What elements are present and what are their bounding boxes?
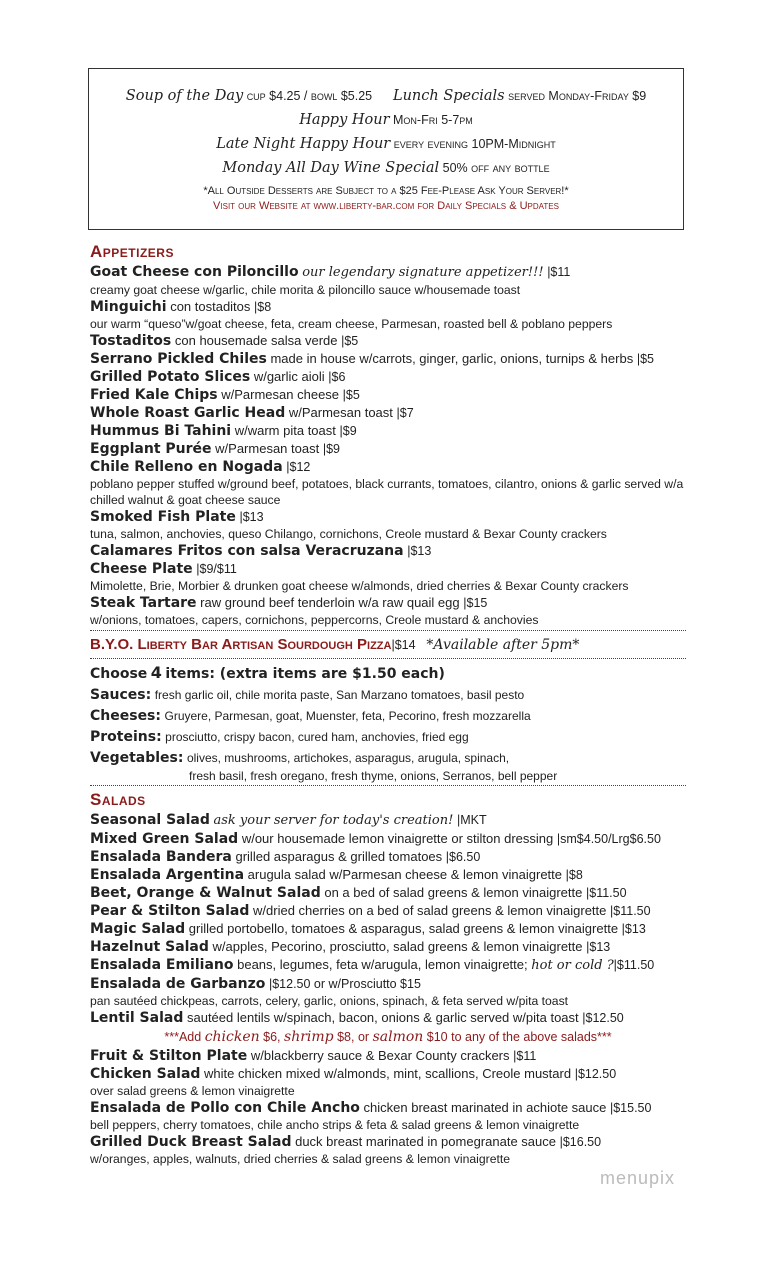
specials-box (88, 68, 684, 230)
item-name: Hummus Bi Tahini (90, 423, 232, 439)
option-text: fresh garlic oil, chile morita paste, San Marzano tomatoes, basil pesto (154, 688, 525, 702)
lunch-label: Lunch Specials (392, 88, 505, 104)
item-name: Tostaditos (90, 333, 172, 349)
website-link[interactable]: Visit our Website at www.liberty-bar.com for Daily Specials & Updates (213, 200, 559, 212)
menu-item (90, 508, 686, 526)
item-price: |$16.50 (559, 1135, 602, 1149)
item-price: |$12 (286, 460, 311, 474)
add-chicken-price: $6, (263, 1030, 281, 1044)
item-price: |$5 (636, 352, 654, 366)
add-shrimp: shrimp (284, 1029, 334, 1045)
item-price: |$7 (396, 406, 414, 420)
item-description: w/oranges, apples, walnuts, dried cherries & salad greens & lemon vinaigrette (90, 1152, 511, 1166)
salads-title: Salads (90, 790, 146, 809)
item-note: w/apples, Pecorino, prosciutto, salad greens & lemon vinaigrette (212, 939, 583, 954)
add-prefix: ***Add (164, 1030, 202, 1044)
item-description: poblano pepper stuffed w/ground beef, potatoes, black currants, tomatoes, cilantro, onions & garlic served w/a chilled walnut & goat cheese sauce (90, 477, 684, 507)
salads-list-2 (90, 1047, 686, 1167)
wine-label: Monday All Day Wine Special (222, 160, 440, 176)
item-note: con tostaditos (170, 299, 251, 314)
item-note: on a bed of salad greens & lemon vinaigrette (324, 885, 583, 900)
item-price: |$5 (342, 388, 360, 402)
late-time: every evening 10PM-Midnight (393, 137, 556, 151)
pizza-note: *Available after 5pm* (426, 637, 580, 653)
item-note: white chicken mixed w/almonds, mint, scallions, Creole mustard (204, 1066, 572, 1081)
item-price: |$8 (254, 300, 272, 314)
item-name: Ensalada de Pollo con Chile Ancho (90, 1100, 360, 1116)
menu-item (90, 298, 686, 316)
menu-item (90, 332, 686, 350)
item-price: |$5 (341, 334, 359, 348)
appetizers-title: Appetizers (90, 242, 174, 261)
menu-item (90, 830, 686, 848)
add-shrimp-price: $8, or (337, 1030, 370, 1044)
item-note: ask your server for today's creation! (213, 813, 454, 828)
item-name: Ensalada Bandera (90, 849, 232, 865)
add-chicken: chicken (204, 1029, 260, 1045)
item-description: bell peppers, cherry tomatoes, chile ancho strips & feta & salad greens & lemon vinaigrette (90, 1118, 580, 1132)
soup-lunch-line (89, 84, 683, 108)
item-description: over salad greens & lemon vinaigrette (90, 1084, 295, 1098)
item-name: Serrano Pickled Chiles (90, 351, 267, 367)
pizza-price: |$14 (391, 638, 416, 652)
item-price: |$11.50 (613, 958, 655, 972)
option-text: Gruyere, Parmesan, goat, Muenster, feta, Pecorino, fresh mozzarella (164, 709, 531, 723)
item-note: duck breast marinated in pomegranate sauce (295, 1134, 556, 1149)
item-name: Grilled Potato Slices (90, 369, 251, 385)
item-price: |$11.50 (610, 904, 651, 918)
soup-label: Soup of the Day (125, 88, 244, 104)
item-description: creamy goat cheese w/garlic, chile morita & piloncillo sauce w/housemade toast (90, 283, 521, 297)
choose-suffix: items: (extra items are $1.50 each) (165, 666, 445, 682)
item-note: w/warm pita toast (234, 423, 336, 438)
happy-hour-line (89, 108, 683, 132)
option-label: Proteins: (90, 729, 162, 745)
item-name: Ensalada Emiliano (90, 957, 234, 973)
item-price: |$6.50 (445, 850, 481, 864)
item-note: grilled portobello, tomatoes & asparagus, salad greens & lemon vinaigrette (188, 921, 619, 936)
item-description: our warm “queso”w/goat cheese, feta, cream cheese, Parmesan, roasted bell & poblano peppers (90, 317, 613, 331)
late-night-line (89, 132, 683, 156)
item-name: Chile Relleno en Nogada (90, 459, 283, 475)
item-note: made in house w/carrots, ginger, garlic, onions, turnips & herbs (270, 351, 634, 366)
add-protein-line (90, 1027, 686, 1047)
item-price: |$8 (565, 868, 583, 882)
item-description: w/onions, tomatoes, capers, cornichons, peppercorns, Creole mustard & anchovies (90, 613, 539, 627)
item-note: raw ground beef tenderloin w/a raw quail egg (200, 595, 460, 610)
item-price: |$13 (407, 544, 432, 558)
menu-item (90, 1133, 686, 1151)
item-name: Beet, Orange & Walnut Salad (90, 885, 321, 901)
option-label: Sauces: (90, 687, 152, 703)
item-price: |$15 (463, 596, 488, 610)
pizza-option-row (90, 727, 686, 748)
item-price: |$6 (328, 370, 346, 384)
item-name: Seasonal Salad (90, 812, 210, 828)
item-description: tuna, salmon, anchovies, queso Chilango, cornichons, Creole mustard & Bexar County crackers (90, 527, 607, 541)
menu-item (90, 386, 686, 404)
pizza-title: B.Y.O. Liberty Bar Artisan Sourdough Pizza (90, 636, 392, 653)
item-price: |$12.50 (574, 1067, 617, 1081)
menu-item (90, 1009, 686, 1027)
item-price: |MKT (456, 813, 487, 827)
item-price: |$11 (547, 265, 571, 279)
pizza-header (90, 634, 686, 656)
item-note: beans, legumes, feta w/arugula, lemon vinaigrette; (237, 957, 528, 972)
menu-content (90, 241, 686, 1167)
item-note: w/Parmesan toast (288, 405, 393, 420)
item-name: Mixed Green Salad (90, 831, 239, 847)
vegetables-line2: fresh basil, fresh oregano, fresh thyme, onions, Serranos, bell pepper (189, 769, 558, 783)
item-price: |sm$4.50/Lrg$6.50 (556, 832, 661, 846)
menu-item (90, 368, 686, 386)
item-name: Ensalada Argentina (90, 867, 245, 883)
desserts-note: *All Outside Desserts are Subject to a $25 Fee-Please Ask Your Server!* (203, 185, 569, 197)
appetizers-list (90, 263, 686, 628)
item-name: Fruit & Stilton Plate (90, 1048, 248, 1064)
item-description: pan sautéed chickpeas, carrots, celery, garlic, onions, spinach, & feta served w/pita toast (90, 994, 569, 1008)
pizza-choose (90, 662, 686, 685)
item-note: w/our housemade lemon vinaigrette or stilton dressing (241, 831, 554, 846)
divider (90, 630, 686, 631)
salads-list (90, 811, 686, 1027)
item-note: w/Parmesan toast (215, 441, 320, 456)
menu-item (90, 1047, 686, 1065)
item-name: Chicken Salad (90, 1066, 201, 1082)
add-salmon: salmon (372, 1029, 424, 1045)
item-name: Lentil Salad (90, 1010, 184, 1026)
item-description: Mimolette, Brie, Morbier & drunken goat cheese w/almonds, dried cherries & Bexar County crackers (90, 579, 629, 593)
divider (90, 785, 686, 786)
item-note: w/dried cherries on a bed of salad greens & lemon vinaigrette (253, 903, 607, 918)
menu-item (90, 956, 686, 975)
menu-item (90, 350, 686, 368)
item-price: |$9 (339, 424, 357, 438)
late-label: Late Night Happy Hour (216, 136, 391, 152)
option-label: Vegetables: (90, 750, 184, 766)
pizza-option-row (90, 706, 686, 727)
item-price: |$9/$11 (196, 562, 237, 576)
option-label: Cheeses: (90, 708, 161, 724)
item-name: Ensalada de Garbanzo (90, 976, 266, 992)
item-price: |$13 (586, 940, 611, 954)
menu-item (90, 263, 686, 282)
item-price: |$11.50 (586, 886, 627, 900)
menu-item (90, 811, 686, 830)
item-name: Calamares Fritos con salsa Veracruzana (90, 543, 404, 559)
pizza-options (90, 685, 686, 769)
menu-item (90, 975, 686, 993)
menu-item (90, 542, 686, 560)
item-name: Smoked Fish Plate (90, 509, 236, 525)
menu-item (90, 1065, 686, 1083)
item-note: w/blackberry sauce & Bexar County crackers (250, 1048, 510, 1063)
menu-item (90, 422, 686, 440)
divider (90, 658, 686, 659)
item-price: |$15.50 (609, 1101, 652, 1115)
choose-count: 4 (150, 663, 162, 682)
menu-item (90, 560, 686, 578)
item-note: w/Parmesan cheese (221, 387, 340, 402)
item-name: Pear & Stilton Salad (90, 903, 250, 919)
menu-item (90, 440, 686, 458)
item-name: Magic Salad (90, 921, 186, 937)
item-name: Minguichi (90, 299, 167, 315)
pizza-option-row (90, 685, 686, 706)
choose-prefix: Choose (90, 666, 148, 682)
lunch-price: served Monday-Friday $9 (508, 89, 647, 103)
menu-item (90, 1099, 686, 1117)
item-name: Grilled Duck Breast Salad (90, 1134, 292, 1150)
item-name: Hazelnut Salad (90, 939, 209, 955)
item-note: chicken breast marinated in achiote sauce (363, 1100, 607, 1115)
option-text: olives, mushrooms, artichokes, asparagus, arugula, spinach, (186, 751, 510, 765)
option-text: prosciutto, crispy bacon, cured ham, anchovies, fried egg (165, 730, 469, 744)
menu-item (90, 902, 686, 920)
menu-item (90, 884, 686, 902)
item-price: |$12.50 or w/Prosciutto $15 (268, 977, 421, 991)
menu-item (90, 938, 686, 956)
item-note: grilled asparagus & grilled tomatoes (235, 849, 443, 864)
happy-time: Mon-Fri 5-7pm (393, 113, 473, 127)
item-price: |$11 (513, 1049, 537, 1063)
item-note: con housemade salsa verde (174, 333, 338, 348)
watermark: menupix (600, 1168, 676, 1188)
soup-price: cup $4.25 / bowl $5.25 (246, 89, 373, 103)
wine-line (89, 156, 683, 180)
item-note: arugula salad w/Parmesan cheese & lemon vinaigrette (247, 867, 562, 882)
add-suffix: $10 to any of the above salads*** (426, 1030, 612, 1044)
item-note: w/garlic aioli (253, 369, 325, 384)
wine-text: 50% off any bottle (442, 161, 550, 175)
item-name: Eggplant Purée (90, 441, 212, 457)
menu-item (90, 866, 686, 884)
item-price: |$13 (239, 510, 264, 524)
item-name: Goat Cheese con Piloncillo (90, 264, 299, 280)
pizza-option-row (90, 748, 686, 769)
happy-label: Happy Hour (299, 112, 390, 128)
item-name: Whole Roast Garlic Head (90, 405, 286, 421)
item-price: |$9 (322, 442, 340, 456)
menu-item (90, 404, 686, 422)
menu-item (90, 848, 686, 866)
item-name: Cheese Plate (90, 561, 193, 577)
item-note: our legendary signature appetizer!!! (302, 265, 544, 280)
item-price: |$13 (621, 922, 646, 936)
item-name: Fried Kale Chips (90, 387, 218, 403)
item-note: sautéed lentils w/spinach, bacon, onions & garlic served w/pita toast (186, 1010, 579, 1025)
item-price: |$12.50 (582, 1011, 624, 1025)
menu-item (90, 458, 686, 476)
item-name: Steak Tartare (90, 595, 197, 611)
menu-item (90, 594, 686, 612)
menu-item (90, 920, 686, 938)
item-note-2: hot or cold ? (531, 958, 614, 973)
